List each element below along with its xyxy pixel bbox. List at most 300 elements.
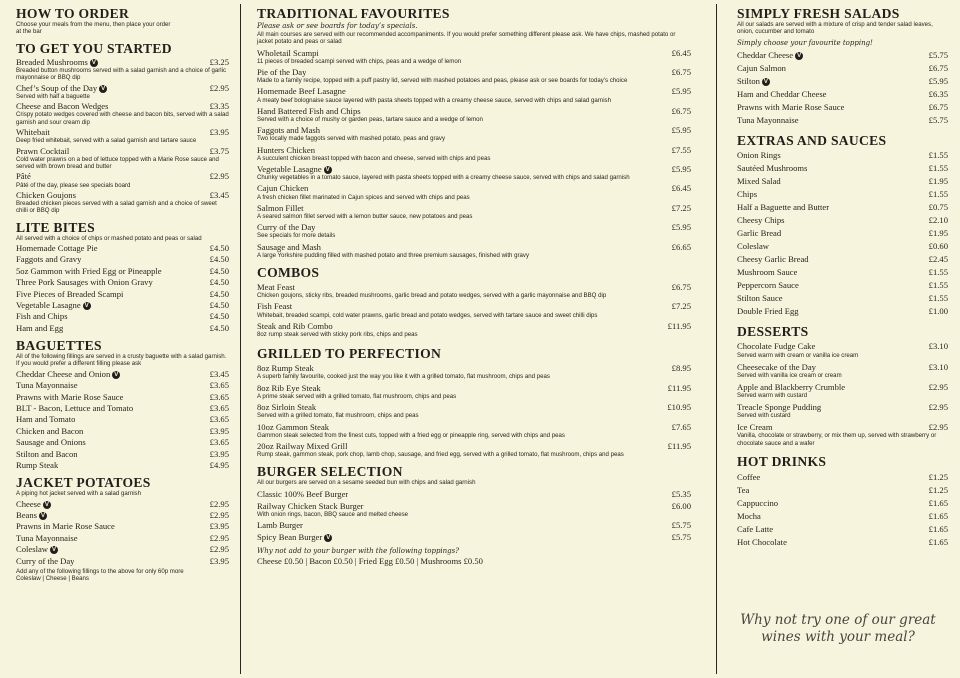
menu-item-name [737, 254, 809, 264]
menu-item-label: Cheese and Bacon Wedges [16, 101, 109, 112]
menu-item-name [257, 422, 329, 432]
toppings-note: Why not add to your burger with the following toppings? [257, 546, 460, 555]
menu-item-label: Cheese [16, 498, 41, 509]
menu-column-middle [244, 0, 709, 678]
menu-item-price: £7.55 [671, 144, 691, 155]
menu-item-description: A superb family favourite, cooked just the way you like it with a grilled tomato, flat mushroom, chips and peas [257, 373, 550, 381]
menu-item-description: Gammon steak selected from the finest cuts, topped with a fried egg or pineapple ring, served with chips and peas [257, 431, 565, 439]
menu-item-description: Served warm with custard [737, 392, 808, 399]
menu-item-description: A prime steak served with a grilled tomato, flat mushroom, chips and peas [257, 392, 457, 400]
menu-item-price: £2.45 [928, 254, 948, 265]
menu-item-name [16, 414, 75, 424]
menu-item-price: £3.95 [209, 521, 229, 532]
menu-item [257, 383, 691, 400]
menu-item-label: Cheesecake of the Day [737, 361, 816, 372]
menu-item-label: Coffee [737, 471, 761, 482]
section-title: TRADITIONAL FAVOURITES [257, 6, 450, 21]
menu-item-description: A succulent chicken breast topped with bacon and cheese, served with chips and peas [257, 154, 491, 162]
menu-item-price: £11.95 [667, 382, 691, 393]
menu-item-name [257, 203, 304, 213]
menu-item-description: Served with vanilla ice cream or cream [737, 371, 842, 379]
menu-item-price: £2.95 [209, 509, 229, 520]
menu-item-label: Cheesy Garlic Bread [737, 254, 809, 265]
section-intro: All our salads are served with a mixture of crisp and tender salad leaves, onion, cucumber and tomato [737, 21, 933, 36]
menu-item-list [737, 50, 948, 125]
menu-item-name [737, 102, 844, 112]
menu-item [257, 106, 691, 123]
menu-item-name [16, 544, 58, 554]
menu-item-price: £3.45 [209, 189, 229, 200]
menu-item-price: £3.45 [209, 368, 229, 379]
menu-item-name [16, 533, 78, 543]
menu-item-label: Whitebait [16, 126, 50, 137]
menu-item-label: Double Fried Egg [737, 306, 799, 317]
vegetarian-icon: V [763, 78, 769, 86]
menu-item-price: £5.75 [671, 532, 691, 543]
section-title: EXTRAS AND SAUCES [737, 132, 887, 148]
menu-item-description: Cold water prawns on a bed of lettuce topped with a Marie Rose sauce and served with brown bread and butter [16, 155, 219, 170]
menu-item-price: £0.75 [928, 202, 948, 213]
menu-item [257, 125, 691, 142]
menu-item-price: £3.95 [209, 126, 229, 137]
menu-item-label: Pâté [16, 171, 31, 182]
menu-item-label: Prawns with Marie Rose Sauce [737, 102, 845, 113]
menu-item-name [16, 289, 123, 299]
menu-item-name [737, 76, 770, 86]
menu-item-price: £4.50 [209, 311, 229, 322]
topping-note: Simply choose your favourite topping! [737, 38, 873, 47]
menu-item-name [257, 48, 319, 58]
menu-item-price: £5.95 [671, 86, 691, 97]
menu-item-price: £3.10 [928, 361, 948, 372]
menu-item [257, 242, 691, 259]
menu-item [16, 437, 229, 447]
menu-item-label: Hunters Chicken [257, 144, 315, 155]
menu-item-description: Made to a family recipe, topped with a puff pastry lid, served with mashed potatoes and peas, please ask or see boards for today’s choice [257, 77, 628, 85]
menu-item-name [16, 449, 78, 459]
menu-item-label: Ham and Cheddar Cheese [737, 89, 827, 100]
menu-item-label: Garlic Bread [737, 228, 782, 239]
section-title: JACKET POTATOES [16, 475, 151, 491]
menu-item-name [737, 362, 816, 372]
menu-item-description: 8oz rump steak served with sticky pork ribs, chips and peas [257, 331, 418, 339]
menu-item-label: Peppercorn Sauce [737, 280, 799, 291]
menu-item [737, 341, 948, 358]
menu-item-price: £5.75 [671, 520, 691, 531]
menu-item-label: Coleslaw [737, 241, 769, 252]
section-title: GRILLED TO PERFECTION [257, 346, 442, 362]
menu-item-description: Rump steak, gammon steak, pork chop, lamb chop, sausage, and fried egg, served with a grilled tomato, flat mushroom, chips and peas [257, 451, 624, 459]
menu-item-label: Hand Battered Fish and Chips [257, 105, 361, 116]
menu-item [16, 403, 229, 413]
section-title: SIMPLY FRESH SALADS [737, 6, 900, 21]
menu-item-list [737, 472, 948, 547]
menu-item-price: £1.95 [928, 176, 948, 187]
menu-item-name [737, 115, 799, 125]
menu-item [737, 498, 948, 508]
menu-item-description: Served warm with cream or vanilla ice cream [737, 351, 859, 359]
vegetarian-icon: V [91, 58, 96, 66]
menu-item-label: Hot Chocolate [737, 536, 787, 547]
menu-item [16, 426, 229, 436]
menu-item-price: £6.00 [671, 500, 691, 511]
menu-item-name [737, 176, 781, 186]
menu-item-name [257, 501, 364, 511]
menu-item-label: Treacle Sponge Pudding [737, 402, 822, 412]
menu-item-price: £11.95 [667, 440, 691, 451]
menu-item-label: Faggots and Mash [257, 125, 321, 136]
section-title: DESSERTS [737, 323, 809, 339]
menu-item [737, 362, 948, 379]
menu-item-label: Prawn Cocktail [16, 145, 70, 156]
menu-item-label: Tuna Mayonnaise [16, 380, 78, 391]
menu-item [16, 521, 229, 531]
menu-item-label: Mixed Salad [737, 176, 781, 187]
menu-item-name [257, 222, 315, 232]
menu-item-price: £3.65 [209, 437, 229, 448]
menu-item [16, 533, 229, 543]
menu-item-description: Vanilla, chocolate or strawberry, or mix them up, served with strawberry or chocolate sauce and a wafer [737, 432, 937, 447]
menu-item-label: Rump Steak [16, 459, 59, 470]
menu-item-price: £5.95 [671, 164, 691, 175]
menu-item [16, 146, 229, 171]
wine-promo-line: wines with your meal? [761, 629, 915, 645]
menu-item-name [16, 57, 98, 67]
menu-item-name [257, 106, 361, 116]
menu-item-name [16, 127, 50, 137]
menu-item-name [737, 189, 757, 199]
menu-item-price: £3.95 [209, 425, 229, 436]
menu-item [257, 441, 691, 458]
menu-item-name [737, 382, 845, 392]
menu-item [737, 228, 948, 238]
menu-item-label: Apple and Blackberry Crumble [737, 381, 846, 392]
menu-item [257, 282, 691, 299]
column-divider [716, 4, 717, 674]
menu-item-price: £2.95 [209, 82, 229, 93]
menu-item-description: Served with half a baguette [16, 92, 90, 100]
menu-item-name [16, 556, 74, 566]
menu-item [737, 189, 948, 199]
menu-item-description: Chicken goujons, sticky ribs, breaded mushrooms, garlic bread and potato wedges, served with a garlic mayonnaise and BBQ dip [257, 292, 607, 300]
section-title: COMBOS [257, 265, 320, 281]
menu-item [737, 402, 948, 419]
menu-item-name [737, 511, 761, 521]
vegetarian-icon: V [114, 370, 119, 378]
menu-item-list [16, 499, 229, 566]
desserts-section [737, 324, 948, 447]
menu-item-name [257, 489, 348, 499]
menu-item-name [737, 50, 803, 60]
menu-item-list [257, 489, 691, 543]
menu-item-name [257, 363, 314, 373]
menu-item-label: Three Pork Sausages with Onion Gravy [16, 277, 153, 288]
menu-item-price: £4.95 [209, 459, 229, 470]
menu-item-list [257, 363, 691, 458]
section-intro: All main courses are served with our recommended accompaniments. If you would prefer something different please ask. We have chips, mashed potato or jacket potato and peas or salad [257, 31, 676, 46]
menu-item-price: £4.50 [209, 254, 229, 265]
menu-item [737, 382, 948, 399]
menu-item-label: Ice Cream [737, 422, 773, 433]
menu-item-name [737, 485, 749, 495]
menu-item-price: £2.10 [928, 215, 948, 226]
menu-item-label: Ham and Egg [16, 322, 64, 333]
menu-item-price: £2.95 [209, 532, 229, 543]
menu-item-name [737, 472, 760, 482]
menu-item [257, 489, 691, 499]
menu-item-list [16, 243, 229, 333]
menu-item [16, 556, 229, 566]
menu-item-price: £2.95 [928, 402, 948, 412]
menu-item-description: Served with custard [737, 412, 791, 420]
vegetarian-icon: V [84, 302, 89, 309]
menu-item [16, 57, 229, 82]
menu-item-price: £7.25 [671, 301, 691, 312]
combos-section [257, 265, 691, 338]
menu-item-price: £6.75 [671, 105, 691, 116]
menu-item [737, 485, 948, 495]
menu-item [737, 422, 948, 447]
menu-item-name [737, 280, 799, 290]
menu-item-name [257, 183, 308, 193]
extras-section [737, 133, 948, 317]
menu-item-name [737, 215, 785, 225]
menu-item-price: £1.25 [928, 471, 948, 482]
menu-item-name [737, 150, 781, 160]
menu-item-label: 8oz Rib Eye Steak [257, 382, 321, 393]
menu-item [737, 50, 948, 60]
menu-item [16, 380, 229, 390]
menu-item-price: £1.55 [928, 163, 948, 174]
menu-item-price: £5.95 [671, 125, 691, 136]
menu-item-price: £3.65 [209, 414, 229, 425]
menu-item-label: Cafe Latte [737, 523, 774, 534]
menu-item-price: £3.25 [209, 56, 229, 67]
menu-item-name [16, 83, 107, 93]
menu-column-right [722, 0, 960, 678]
menu-item [16, 254, 229, 264]
menu-item-price: £1.55 [928, 280, 948, 291]
menu-item-price: £3.65 [209, 380, 229, 391]
menu-item-label: BLT - Bacon, Lettuce and Tomato [16, 402, 134, 413]
menu-item-price: £3.75 [209, 145, 229, 156]
menu-item-name [737, 228, 781, 238]
menu-item [16, 243, 229, 253]
menu-item [257, 48, 691, 65]
menu-item [257, 67, 691, 84]
menu-item-name [16, 243, 98, 253]
menu-item-price: £1.65 [928, 536, 948, 547]
menu-item-name [737, 524, 773, 534]
fillings-list: Coleslaw | Cheese | Beans [16, 575, 89, 583]
menu-item-label: Onion Rings [737, 150, 781, 161]
hot-drinks-section [737, 454, 948, 547]
menu-item-name [737, 89, 827, 99]
menu-item [257, 501, 691, 518]
menu-item-price: £1.00 [928, 306, 948, 317]
menu-item [16, 449, 229, 459]
menu-item-price: £2.95 [209, 171, 229, 182]
menu-item [257, 183, 691, 200]
menu-item [16, 266, 229, 276]
menu-item-price: £5.75 [928, 50, 948, 61]
menu-item-description: See specials for more details [257, 232, 336, 240]
vegetarian-icon: V [326, 534, 331, 542]
menu-item-price: £1.25 [928, 484, 948, 495]
menu-item-list [16, 369, 229, 470]
toppings-list: Cheese £0.50 | Bacon £0.50 | Fried Egg £0.50 | Mushrooms £0.50 [257, 555, 483, 566]
menu-item-price: £1.65 [928, 497, 948, 508]
menu-item [16, 369, 229, 379]
menu-item-label: Tea [737, 484, 750, 495]
menu-item-label: Vegetable Lasagne [257, 164, 322, 175]
menu-item-label: Breaded Mushrooms [16, 56, 88, 67]
menu-item-name [16, 403, 133, 413]
jacket-potatoes-section [16, 475, 229, 582]
menu-item [16, 510, 229, 520]
menu-item-price: £6.65 [671, 241, 691, 252]
vegetarian-icon: V [44, 500, 49, 508]
vegetarian-icon: V [101, 84, 106, 92]
menu-item-label: Faggots and Gravy [16, 254, 82, 265]
how-to-order-section [16, 6, 229, 36]
menu-item [16, 190, 229, 215]
menu-item [737, 267, 948, 277]
traditional-section [257, 6, 691, 259]
menu-item-name [737, 293, 783, 303]
menu-item-name [257, 164, 332, 174]
menu-item [737, 102, 948, 112]
menu-item [737, 293, 948, 303]
menu-item-price: £1.55 [928, 267, 948, 278]
section-title: HOW TO ORDER [16, 6, 130, 21]
menu-item [16, 300, 229, 310]
menu-item-description: Pâté of the day, please see specials board [16, 181, 131, 189]
menu-item [737, 76, 948, 86]
menu-item-price: £5.95 [928, 76, 948, 87]
menu-item-name [16, 426, 83, 436]
menu-item-label: Fish Feast [257, 301, 293, 312]
menu-item [737, 254, 948, 264]
menu-item-label: Chocolate Fudge Cake [737, 341, 816, 352]
menu-item-name [257, 86, 346, 96]
menu-item-description: Breaded chicken pieces served with a salad garnish and a choice of sweet chilli or BBQ dip [16, 200, 217, 215]
menu-item-name [737, 498, 778, 508]
menu-item-label: Salmon Fillet [257, 202, 304, 213]
lite-bites-section [16, 220, 229, 333]
menu-item-label: Classic 100% Beef Burger [257, 488, 349, 499]
menu-item-label: Ham and Tomato [16, 414, 76, 425]
menu-item-name [257, 301, 292, 311]
menu-item-label: Sausage and Onions [16, 437, 86, 448]
menu-item-price: £1.55 [928, 189, 948, 200]
menu-item [16, 83, 229, 100]
menu-item [257, 222, 691, 239]
menu-item-label: Lamb Burger [257, 520, 303, 531]
section-intro: All served with a choice of chips or mashed potato and peas or salad [16, 234, 202, 242]
baguettes-section [16, 338, 229, 470]
menu-item [737, 89, 948, 99]
menu-item-description: A fresh chicken fillet marinated in Cajun spices and served with chips and peas [257, 193, 470, 201]
menu-item-price: £3.95 [209, 448, 229, 459]
menu-item-price: £3.65 [209, 402, 229, 413]
menu-item-description: Served with a grilled tomato, flat mushroom, chips and peas [257, 412, 419, 420]
menu-item [737, 280, 948, 290]
menu-item-label: Sautéed Mushrooms [737, 163, 808, 174]
menu-item-description: Two locally made faggots served with mashed potato, peas and gravy [257, 135, 445, 143]
menu-item-price: £5.75 [928, 115, 948, 126]
menu-item [257, 321, 691, 338]
menu-item-price: £4.50 [209, 300, 229, 310]
menu-item-price: £2.95 [209, 544, 229, 555]
menu-item [737, 63, 948, 73]
menu-item-list [257, 282, 691, 338]
menu-item-label: 10oz Gammon Steak [257, 421, 330, 432]
menu-item [257, 520, 691, 530]
menu-item-label: 5oz Gammon with Fried Egg or Pineapple [16, 265, 162, 276]
menu-item-name [737, 341, 815, 351]
menu-item-label: Cappuccino [737, 497, 779, 508]
menu-item-price: £8.95 [671, 363, 691, 374]
grilled-section [257, 346, 691, 458]
menu-item-name [16, 277, 153, 287]
menu-item-name [16, 254, 81, 264]
menu-item [16, 323, 229, 333]
menu-item-name [16, 521, 115, 531]
menu-item-price: £6.75 [928, 63, 948, 74]
menu-item-name [737, 63, 786, 73]
menu-item [16, 392, 229, 402]
section-intro: All our burgers are served on a sesame seeded bun with chips and salad garnish [257, 479, 476, 487]
menu-item-price: £6.75 [928, 102, 948, 113]
section-intro: Choose your meals from the menu, then place your order at the bar [16, 21, 171, 36]
menu-item [257, 86, 691, 103]
menu-item-price: £7.65 [671, 421, 691, 432]
menu-item-name [257, 441, 347, 451]
menu-item-label: Homemade Beef Lasagne [257, 86, 346, 97]
menu-item-price: £1.55 [928, 293, 948, 304]
menu-item-name [737, 163, 807, 173]
menu-item-name [737, 202, 829, 212]
menu-item [257, 164, 691, 181]
menu-item-name [16, 510, 47, 520]
menu-item [16, 171, 229, 188]
menu-item [737, 115, 948, 125]
specials-note: Please ask or see boards for today’s specials. [257, 22, 418, 30]
section-intro: All of the following fillings are served in a crusty baguette with a salad garnish. If you would prefer a different filling please ask [16, 352, 227, 368]
menu-item-list [257, 48, 691, 259]
menu-item-name [257, 321, 333, 331]
menu-item-price: £4.50 [209, 243, 229, 254]
menu-item-price: £5.95 [671, 222, 691, 233]
menu-item-name [257, 125, 320, 135]
menu-item-description: Chunky vegetables in a tomato sauce, layered with pasta sheets topped with a creamy cheese sauce, served with chips and salad garnish [257, 174, 630, 182]
menu-item-price: £0.60 [928, 241, 948, 252]
menu-item-name [16, 323, 63, 333]
menu-item-label: Stilton [737, 76, 760, 87]
menu-item-label: Stilton and Bacon [16, 448, 78, 459]
menu-item-label: Cheddar Cheese [737, 50, 794, 61]
menu-item-description: 11 pieces of breaded scampi served with chips, peas and a wedge of lemon [257, 57, 462, 65]
menu-item [737, 163, 948, 173]
menu-item-name [737, 537, 787, 547]
menu-item-label: Cajun Chicken [257, 183, 309, 194]
menu-item [16, 101, 229, 126]
menu-item-label: Wholetail Scampi [257, 47, 319, 58]
menu-item [257, 203, 691, 220]
menu-item-name [16, 460, 58, 470]
section-title: LITE BITES [16, 219, 95, 235]
